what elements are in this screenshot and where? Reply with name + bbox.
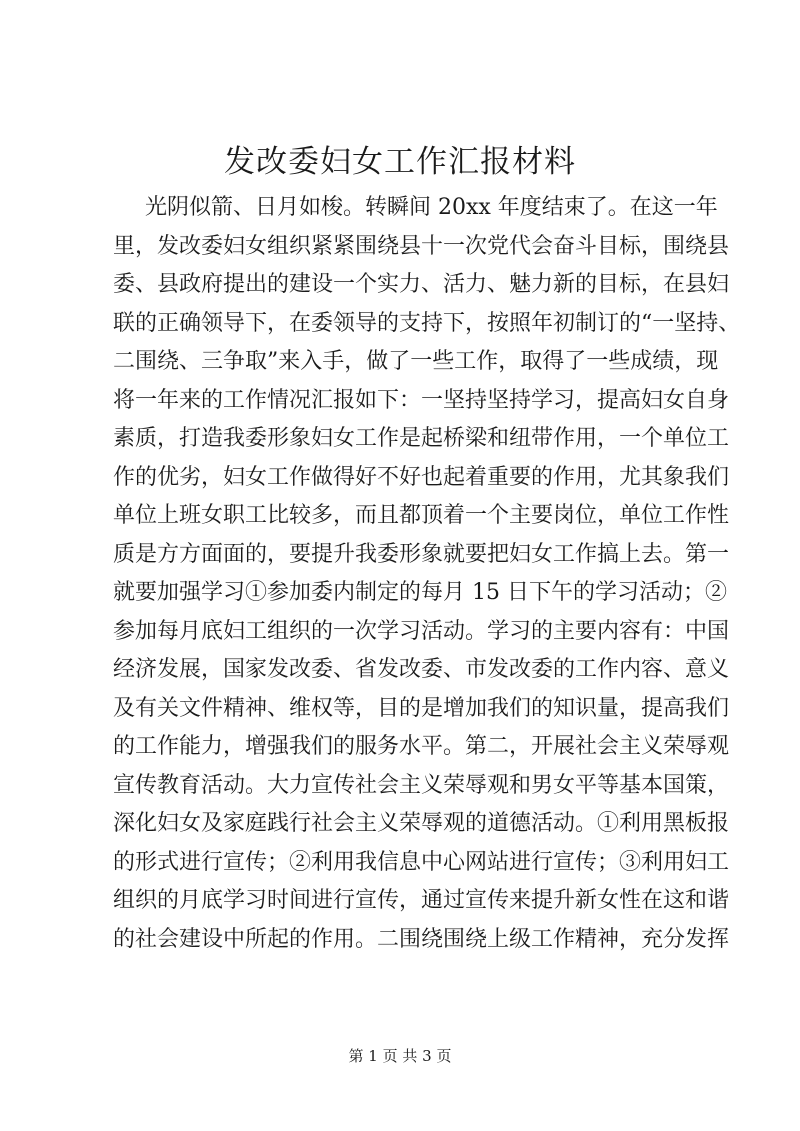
body-line: 光阴似箭、日月如梭。转瞬间 20xx 年度结束了。在这一年 xyxy=(145,195,718,220)
body-line: 经济发展，国家发改委、省发改委、市发改委的工作内容、意义 xyxy=(113,657,730,682)
body-line: 里，发改委妇女组织紧紧围绕县十一次党代会奋斗目标，围绕县 xyxy=(113,233,730,259)
body-line: 参加每月底妇工组织的一次学习活动。学习的主要内容有：中国 xyxy=(113,618,730,644)
document-title: 发改委妇女工作汇报材料 xyxy=(224,144,576,180)
body-line: 将一年来的工作情况汇报如下：一坚持坚持学习，提高妇女自身 xyxy=(113,387,730,413)
body-line: 宣传教育活动。大力宣传社会主义荣辱观和男女平等基本国策， xyxy=(113,772,730,798)
body-line: 单位上班女职工比较多，而且都顶着一个主要岗位，单位工作性 xyxy=(113,503,730,528)
body-line: 联的正确领导下，在委领导的支持下，按照年初制订的“一坚持、 xyxy=(113,310,741,336)
body-line: 二围绕、三争取”来入手，做了一些工作，取得了一些成绩，现 xyxy=(113,349,719,374)
body-line: 委、县政府提出的建设一个实力、活力、魅力新的目标，在县妇 xyxy=(113,272,730,297)
body-line: 的社会建设中所起的作用。二围绕围绕上级工作精神，充分发挥 xyxy=(113,926,730,952)
document-body xyxy=(113,189,741,959)
body-line: 素质，打造我委形象妇女工作是起桥梁和纽带作用，一个单位工 xyxy=(113,426,730,451)
body-line: 的工作能力，增强我们的服务水平。第二，开展社会主义荣辱观 xyxy=(113,734,730,759)
body-line: 就要加强学习①参加委内制定的每月 15 日下午的学习活动；② xyxy=(113,580,727,605)
body-line: 组织的月底学习时间进行宣传，通过宣传来提升新女性在这和谐 xyxy=(113,888,730,913)
body-line: 质是方方面面的，要提升我委形象就要把妇女工作搞上去。第一 xyxy=(113,541,730,567)
page-number-footer: 第 1 页 共 3 页 xyxy=(348,1047,452,1065)
body-line: 作的优劣，妇女工作做得好不好也起着重要的作用，尤其象我们 xyxy=(113,464,730,490)
body-line: 深化妇女及家庭践行社会主义荣辱观的道德活动。①利用黑板报 xyxy=(113,811,730,836)
body-line: 的形式进行宣传；②利用我信息中心网站进行宣传；③利用妇工 xyxy=(113,849,730,875)
body-line: 及有关文件精神、维权等，目的是增加我们的知识量，提高我们 xyxy=(113,695,730,721)
